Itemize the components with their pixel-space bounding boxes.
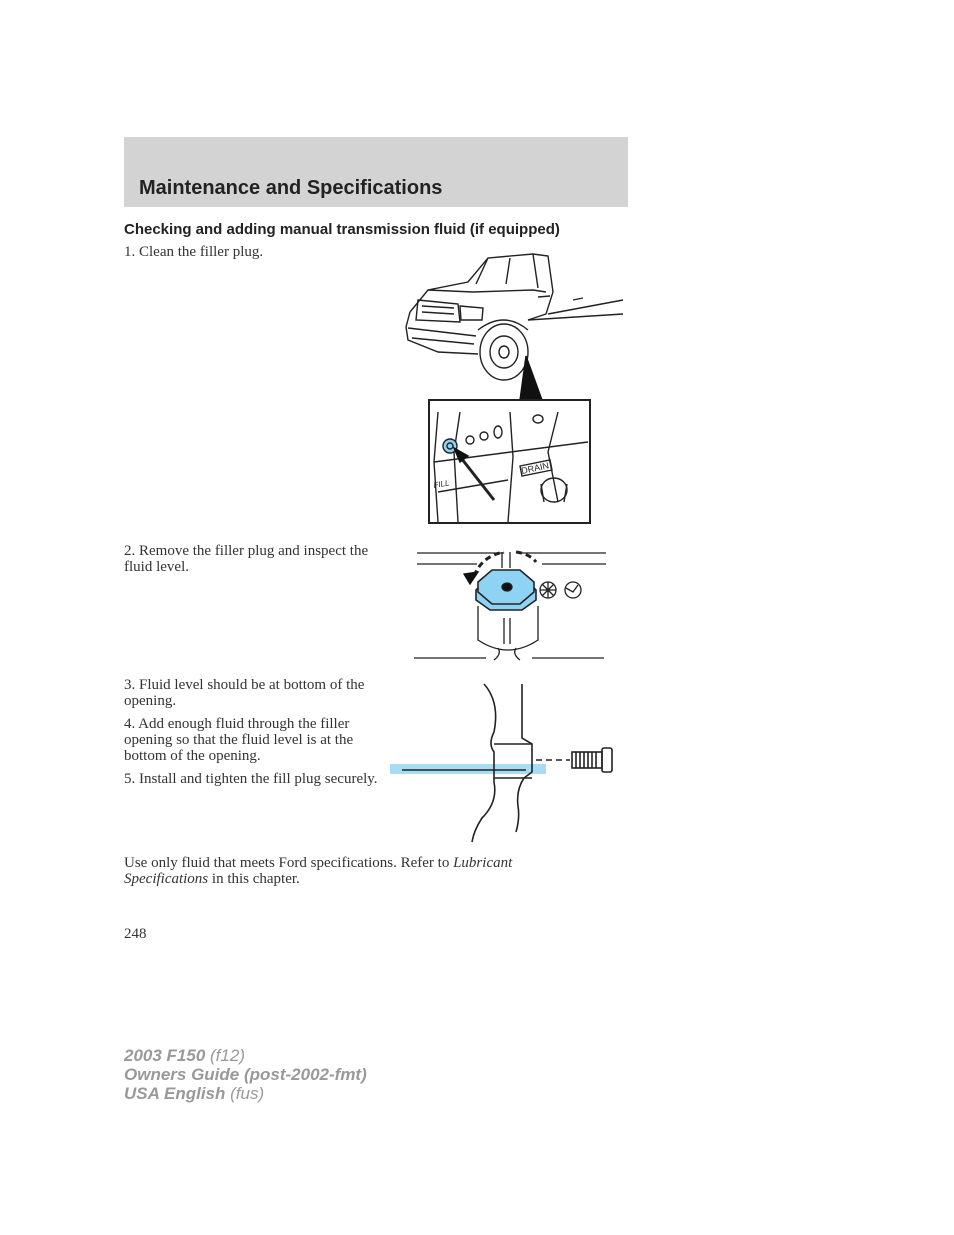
footer-language: USA English xyxy=(124,1084,226,1103)
page-number: 248 xyxy=(124,926,147,942)
lubricant-specifications-reference: Lubricant Specifications xyxy=(124,855,513,887)
fluid-level-illustration xyxy=(388,682,618,844)
truck-illustration xyxy=(398,252,628,527)
footer-guide: Owners Guide (post-2002-fmt) xyxy=(124,1065,367,1084)
section-header-band xyxy=(124,137,628,207)
note-text-before: Use only fluid that meets Ford specifications. Refer to xyxy=(124,855,454,871)
step-3: 3. Fluid level should be at bottom of the opening. xyxy=(124,677,365,709)
footer-line-3 xyxy=(124,1084,367,1103)
filler-plug-illustration xyxy=(412,548,608,664)
footer-line-2 xyxy=(124,1065,367,1084)
fluid-level-band xyxy=(390,764,546,774)
fluid-level-figure xyxy=(388,682,618,844)
step-4: 4. Add enough fluid through the filler opening so that the fluid level is at the bottom of the opening. xyxy=(124,716,354,764)
footer-model-code: (f12) xyxy=(205,1046,245,1065)
step-1: 1. Clean the filler plug. xyxy=(124,244,264,260)
drain-label: DRAIN xyxy=(520,460,550,476)
page-title: Maintenance and Specifications xyxy=(139,177,443,199)
truck-filler-plug-figure xyxy=(398,252,628,527)
document-footer xyxy=(124,1046,367,1103)
step-2: 2. Remove the filler plug and inspect the fluid level. xyxy=(124,543,369,575)
note-text-after: in this chapter. xyxy=(208,871,300,887)
footer-language-code: (fus) xyxy=(225,1084,265,1103)
step-5: 5. Install and tighten the fill plug securely. xyxy=(124,771,378,787)
fluid-note xyxy=(124,855,594,887)
footer-line-1 xyxy=(124,1046,367,1065)
fill-label: FILL xyxy=(432,478,451,490)
section-heading: Checking and adding manual transmission fluid (if equipped) xyxy=(124,221,560,238)
footer-model: 2003 F150 xyxy=(124,1046,206,1065)
filler-plug-removal-figure xyxy=(412,548,608,664)
